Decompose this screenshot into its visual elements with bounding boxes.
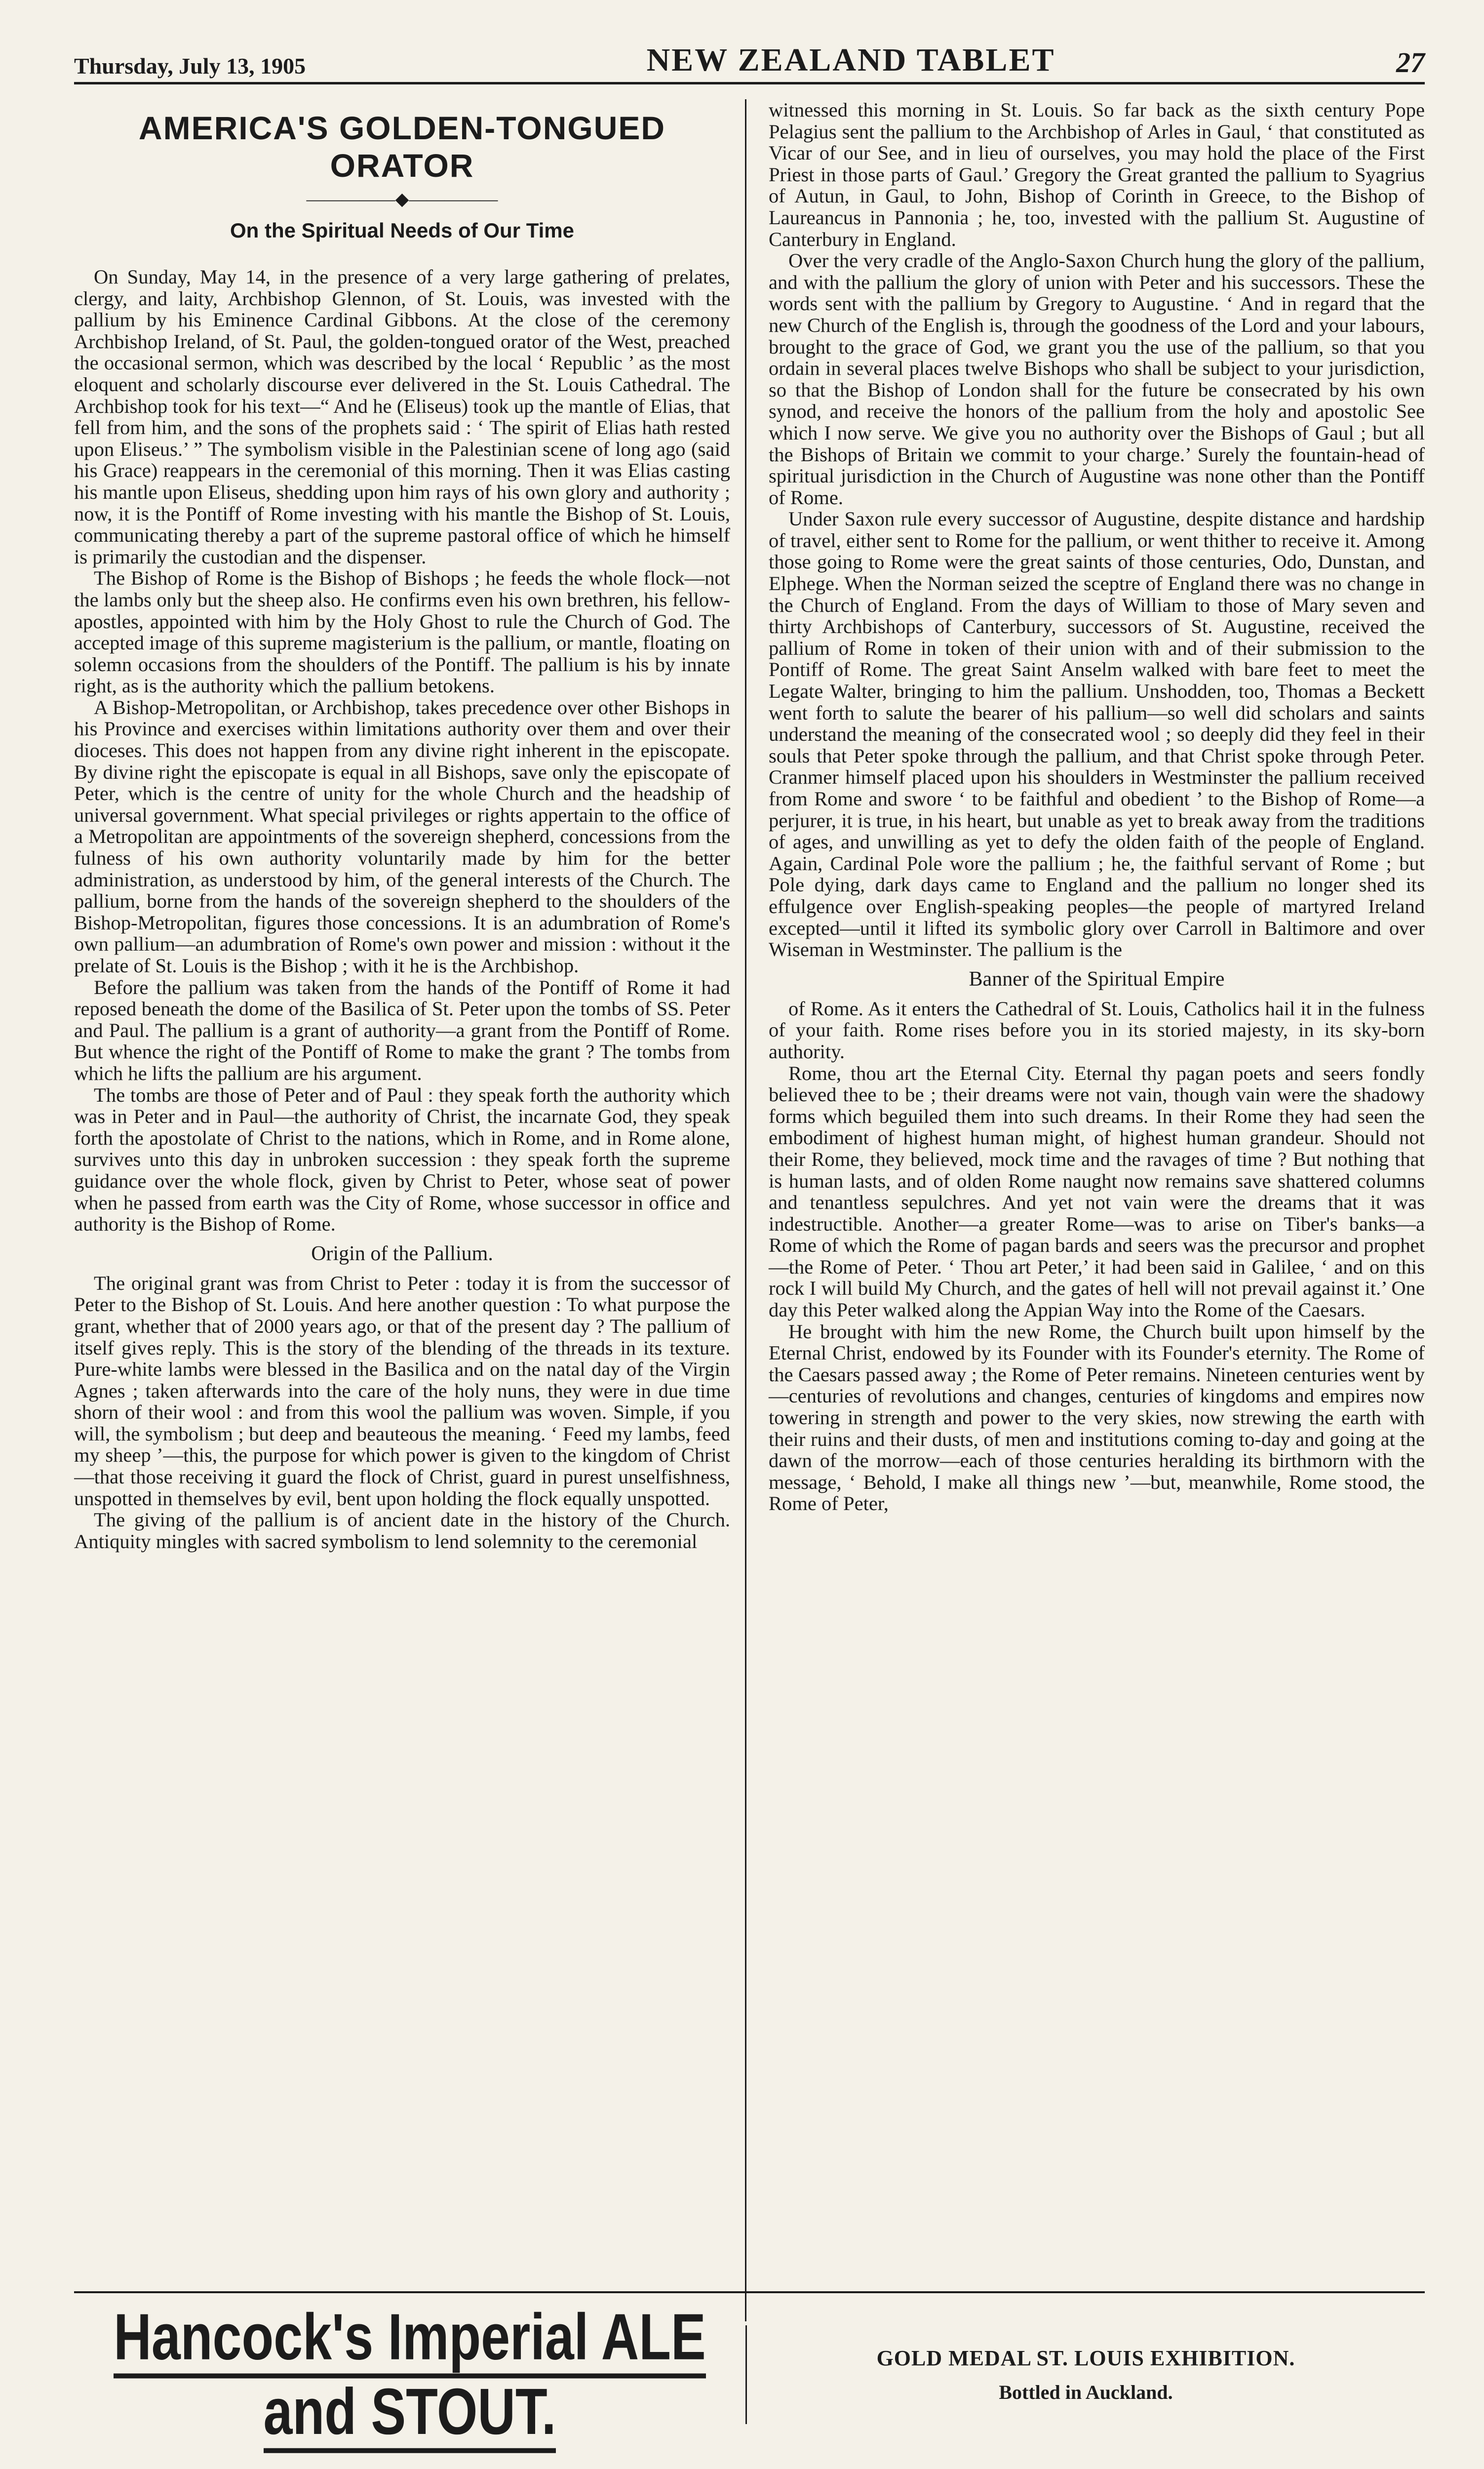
paragraph: The giving of the pallium is of ancient date in the history of the Church. Antiquity mingles with sacred symbolism to lend solemnity to the ceremonial	[74, 1509, 731, 1553]
subheading-origin: Origin of the Pallium.	[311, 1242, 493, 1265]
advertisement-footer	[74, 2291, 1425, 2456]
ad-side	[747, 2346, 1425, 2404]
bottled-text: Bottled in Auckland.	[999, 2381, 1173, 2403]
article-subtitle: On the Spiritual Needs of Our Time	[230, 219, 574, 242]
ale-stout-ad	[74, 2300, 745, 2450]
title-ornament: —————◆—————	[306, 189, 498, 209]
paragraph: The original grant was from Christ to Peter : today it is from the successor of Peter to the Bishop of St. Louis. And here another question : To what purpose the grant, whether that of 2000 years ago, or that of the present day ? The pallium of itself gives reply. This is the story of the blending of the threads in its texture. Pure-white lambs were blessed in the Basilica and on the natal day of the Virgin Agnes ; taken afterwards into the care of the holy nuns, they were in due time shorn of their wool : and from this wool the pallium was woven. Simple, if you will, the symbolism ; but deep and beauteous the meaning. ‘ Feed my lambs, feed my sheep ’—this, the purpose for which power is given to the kingdom of Christ—that those receiving it guard the flock of Christ, guard in purest unselfishness, unspotted in themselves by evil, bent upon holding the flock equally unspotted.	[74, 1272, 731, 1510]
paragraph: He brought with him the new Rome, the Church built upon himself by the Eternal Christ, endowed by its Founder with its Founder's eternity. The Rome of the Caesars passed away ; the Rome of Peter remains. Nineteen centuries went by—centuries of revolutions and changes, centuries of kingdoms and empires now towering in strength and power to the very skies, now strewing the earth with their ruins and their dusts, of men and institutions coming to-day and going at the dawn of the morrow—each of those centuries heralding its birthmorn with the message, ‘ Behold, I make all things new ’—but, meanwhile, Rome stood, the Rome of Peter,	[768, 1320, 1425, 1515]
page-number: 27	[1396, 46, 1425, 79]
issue-date: Thursday, July 13, 1905	[74, 53, 306, 79]
paragraph: On Sunday, May 14, in the presence of a very large gathering of prelates, clergy, and laity, Archbishop Glennon, of St. Louis, was invested with the pallium by his Eminence Cardinal Gibbons. At the close of the ceremony Archbishop Ireland, of St. Paul, the golden-tongued orator of the West, preached the occasional sermon, which was described by the local ‘ Republic ’ as the most eloquent and scholarly discourse ever delivered in the St. Louis Cathedral. The Archbishop took for his text—“ And he (Eliseus) took up the mantle of Elias, that fell from him, and the sons of the prophets said : ‘ The spirit of Elias hath rested upon Eliseus.’ ” The symbolism visible in the Palestinian scene of long ago (said his Grace) reappears in the ceremonial of this morning. Then it was Elias casting his mantle upon Eliseus, shedding upon him rays of his own glory and authority ; now, it is the Pontiff of Rome investing with his mantle the Bishop of St. Louis, communicating thereby a part of the supreme pastoral office of which he himself is primarily the custodian and the dispenser.	[74, 266, 731, 568]
ad-text: Hancock's Imperial ALE and STOUT.	[114, 2301, 706, 2453]
right-column	[746, 99, 1425, 2321]
paragraph: Rome, thou art the Eternal City. Eternal thy pagan poets and seers fondly believed thee to be ; their dreams were not vain, though vain were the shadowy forms which beguiled them into such dreams. In their Rome they had seen the embodiment of highest human might, of highest human grandeur. Should not their Rome, they believed, mock time and the ravages of time ? But nothing that is human lasts, and of olden Rome naught now remains save shattered columns and tenantless sepulchres. And yet not vain were the dreams that it was indestructible. Another—a greater Rome—was to arise on Tiber's banks—a Rome of which the Rome of pagan bards and seers was the precursor and prophet—the Rome of Peter. ‘ Thou art Peter,’ it had been said in Galilee, ‘ and on this rock I will build My Church, and the gates of hell will not prevail against it.’ One day this Peter walked along the Appian Way into the Rome of the Caesars.	[768, 1062, 1425, 1321]
masthead	[74, 35, 1425, 84]
paragraph: The tombs are those of Peter and of Paul : they speak forth the authority which was in Peter and in Paul—the authority of Christ, the incarnate God, they speak forth the apostolate of Christ to the nations, which in Rome, and in Rome alone, survives unto this day in unbroken succession : they speak forth the supreme guidance over the whole flock, given by Christ to Peter, whose seat of power when he passed from earth was the City of Rome, whose successor in office and authority is the Bishop of Rome.	[74, 1083, 731, 1235]
paper-title: NEW ZEALAND TABLET	[646, 42, 1055, 78]
subheading-banner: Banner of the Spiritual Empire	[969, 967, 1225, 991]
paragraph: The Bishop of Rome is the Bishop of Bishops ; he feeds the whole flock—not the lambs only but the sheep also. He confirms even his own brethren, his fellow-apostles, appointed with him by the Holy Ghost to rule the Church of God. The accepted image of this supreme magisterium is the pallium, or mantle, floating on solemn occasions from the shoulders of the Pontiff. The pallium is his by innate right, as is the authority which the pallium betokens.	[74, 567, 731, 697]
article-title: AMERICA'S GOLDEN-TONGUED ORATOR	[138, 110, 666, 184]
paragraph: Under Saxon rule every successor of Augustine, despite distance and hardship of travel, either sent to Rome for the pallium, or went thither to receive it. Among those going to Rome were the great saints of those centuries, Odo, Dunstan, and Elphege. When the Norman seized the sceptre of England there was no change in the Church of England. From the days of William to those of Mary seven and thirty Archbishops of Canterbury, successors of St. Augustine, received the pallium of Rome in token of their union with and of their submission to the Pontiff of Rome. The great Saint Anselm walked with bare feet to meet the Legate Walter, bringing to him the pallium. Unshodden, too, Thomas a Beckett went forth to salute the bearer of his pallium—so well did scholars and saints understand the meaning of the consecrated wool ; so deeply did they feel in their souls that Peter spoke through the pallium, and that Christ spoke through Peter. Cranmer himself placed upon his shoulders in Westminster the pallium received from Rome and swore ‘ to be faithful and obedient ’ to the Bishop of Rome—a perjurer, it is true, in his heart, but unable as yet to break away from the traditions of ages, and unwilling as yet to defy the olden faith of the people of England. Again, Cardinal Pole wore the pallium ; he, the faithful servant of Rome ; but Pole dying, dark days came to England and the pallium no longer shed its effulgence over English-speaking peoples—the people of martyred Ireland excepted—until it lifted its symbolic glory over Carroll in Baltimore and over Wiseman in Westminster. The pallium is the	[768, 508, 1425, 961]
left-body	[74, 266, 730, 1552]
right-body	[769, 99, 1425, 1514]
paragraph: of Rome. As it enters the Cathedral of St. Louis, Catholics hail it in the fulness of your faith. Rome rises before you in its storied majesty, in its sky-born authority.	[768, 997, 1425, 1063]
gold-medal-text: GOLD MEDAL ST. LOUIS EXHIBITION.	[876, 2346, 1295, 2370]
paragraph: witnessed this morning in St. Louis. So far back as the sixth century Pope Pelagius sent the pallium to the Archbishop of Arles in Gaul, ‘ that constituted as Vicar of our See, and in lieu of ourselves, you may hold the place of the First Priest in those parts of Gaul.’ Gregory the Great granted the pallium to Syagrius of Autun, in Gaul, to John, Bishop of Corinth in Greece, to the Bishop of Laureancus in Pannonia ; he, too, invested with the pallium St. Augustine of Canterbury in England.	[768, 99, 1425, 250]
article-columns	[74, 99, 1425, 2321]
paragraph: A Bishop-Metropolitan, or Archbishop, takes precedence over other Bishops in his Province and exercises within limitations authority over them and over their dioceses. This does not happen from any divine right inherent in the episcopate. By divine right the episcopate is equal in all Bishops, save only the episcopate of Peter, which is the centre of unity for the whole Church and the headship of universal government. What special privileges or rights appertain to the office of a Metropolitan are appointments of the sovereign shepherd, concessions from the fulness of his own authority voluntarily made by him for the better administration, as understood by him, of the general interests of the Church. The pallium, borne from the hands of the sovereign shepherd to the shoulders of the Bishop-Metropolitan, figures those concessions. It is an adumbration of Rome's own pallium—an adumbration of Rome's own power and mission : without it the prelate of St. Louis is the Bishop ; with it he is the Archbishop.	[74, 696, 731, 977]
paragraph: Before the pallium was taken from the hands of the Pontiff of Rome it had reposed beneath the dome of the Basilica of St. Peter upon the tombs of SS. Peter and Paul. The pallium is a grant of authority—a grant from the Pontiff of Rome. But whence the right of the Pontiff of Rome to make the grant ? The tombs from which he lifts the pallium are his argument.	[74, 976, 731, 1084]
left-column	[74, 99, 745, 2321]
paragraph: Over the very cradle of the Anglo-Saxon Church hung the glory of the pallium, and with the pallium the glory of union with Peter and his successors. These the words sent with the pallium by Gregory to Augustine. ‘ And in regard that the new Church of the English is, through the goodness of the Lord and your labours, brought to the grace of God, we grant you the use of the pallium, so that you ordain in several places twelve Bishops who shall be subject to your jurisdiction, so that the Bishop of London shall for the future be consecrated by his own synod, and receive the honors of the pallium from the holy and apostolic See which I now serve. We give you no authority over the Bishops of Gaul ; but all the Bishops of Britain we commit to your charge.’ Surely the fountain-head of spiritual jurisdiction in the Church of Augustine was none other than the Pontiff of Rome.	[768, 249, 1425, 509]
